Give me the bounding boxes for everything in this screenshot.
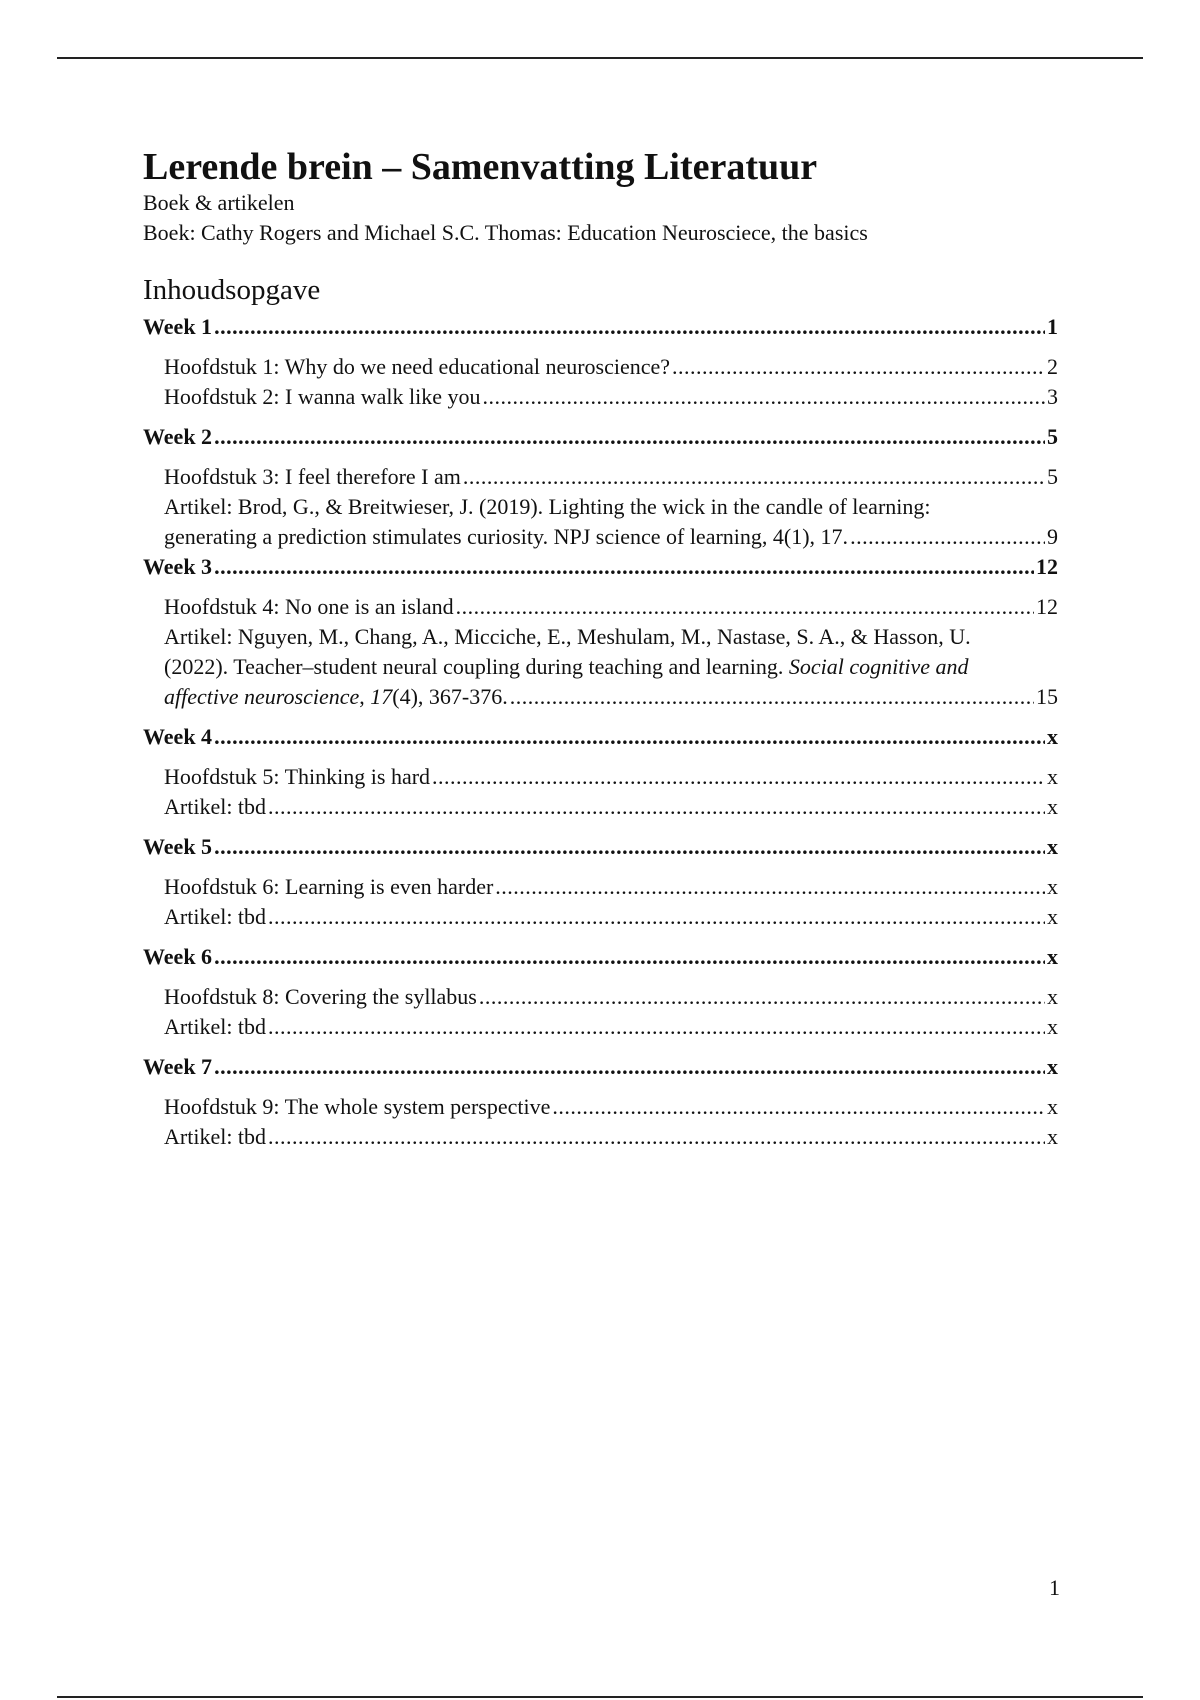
toc-entry-label: Hoofdstuk 9: The whole system perspective — [164, 1094, 551, 1119]
toc-week-7[interactable] — [143, 1052, 1058, 1082]
toc-page-number: 1 — [1047, 314, 1058, 339]
toc-leader — [552, 1092, 1045, 1122]
toc-entry-label: Hoofdstuk 6: Learning is even harder — [164, 874, 494, 899]
toc-leader — [268, 792, 1045, 822]
toc-leader — [268, 902, 1045, 932]
toc-page-number: 12 — [1036, 554, 1058, 579]
toc-entry-label: Artikel: tbd — [164, 1014, 267, 1039]
toc-entry-label: Hoofdstuk 8: Covering the syllabus — [164, 984, 477, 1009]
toc-week-3[interactable] — [143, 552, 1058, 582]
toc-entry-artikel-week-6[interactable] — [143, 1012, 1058, 1042]
toc-entry-hoofdstuk-1[interactable] — [143, 352, 1058, 382]
toc-week-label: Week 1 — [143, 314, 213, 339]
toc-leader — [479, 982, 1045, 1012]
book-reference: Boek: Cathy Rogers and Michael S.C. Thomas: Education Neurosciece, the basics — [143, 220, 868, 245]
toc-leader — [432, 762, 1045, 792]
toc-page-number: x — [1047, 944, 1058, 969]
toc-entry-hoofdstuk-5[interactable] — [143, 762, 1058, 792]
toc-page-number: 2 — [1047, 354, 1058, 379]
toc-week-label: Week 6 — [143, 944, 213, 969]
toc-page-number: 3 — [1047, 384, 1058, 409]
toc-leader — [214, 722, 1045, 752]
toc-page-number: x — [1047, 1094, 1058, 1119]
document-subtitle: Boek & artikelen — [143, 190, 295, 215]
toc-week-6[interactable] — [143, 942, 1058, 972]
page-number: 1 — [1049, 1575, 1060, 1600]
toc-leader — [268, 1012, 1045, 1042]
toc-page-number: 5 — [1047, 464, 1058, 489]
toc-week-label: Week 4 — [143, 724, 213, 749]
toc-page-number: 9 — [1047, 524, 1058, 549]
toc-entry-hoofdstuk-2[interactable] — [143, 382, 1058, 412]
toc-entry-hoofdstuk-6[interactable] — [143, 872, 1058, 902]
document-title: Lerende brein – Samenvatting Literatuur — [143, 146, 818, 188]
toc-leader — [214, 422, 1045, 452]
toc-entry-artikel-week-5[interactable] — [143, 902, 1058, 932]
toc-leader — [510, 682, 1034, 712]
toc-leader — [214, 942, 1045, 972]
footer-rule — [57, 1696, 1143, 1698]
toc-leader — [850, 522, 1045, 552]
toc-entry-text: (4), 367-376. — [392, 684, 508, 709]
toc-week-label: Week 2 — [143, 424, 213, 449]
toc-entry-volume: 17 — [370, 684, 393, 709]
toc-page-number: x — [1047, 1054, 1058, 1079]
toc-entry-label: Artikel: tbd — [164, 794, 267, 819]
toc-week-label: Week 3 — [143, 554, 213, 579]
toc-entry-label: Hoofdstuk 2: I wanna walk like you — [164, 384, 481, 409]
toc-leader — [214, 1052, 1045, 1082]
toc-entry-hoofdstuk-3[interactable] — [143, 462, 1058, 492]
toc-entry-label: Hoofdstuk 3: I feel therefore I am — [164, 464, 461, 489]
toc-page-number: x — [1047, 724, 1058, 749]
toc-entry-journal: Social cognitive and — [788, 654, 969, 679]
toc-leader — [463, 462, 1045, 492]
toc-entry-hoofdstuk-9[interactable] — [143, 1092, 1058, 1122]
toc-week-4[interactable] — [143, 722, 1058, 752]
toc-entry-label: Hoofdstuk 1: Why do we need educational neuroscience? — [164, 354, 671, 379]
toc-page-number: x — [1047, 1124, 1058, 1149]
toc-page-number: x — [1047, 904, 1058, 929]
toc-entry-line: Artikel: Brod, G., & Breitwieser, J. (2019). Lighting the wick in the candle of learning: — [164, 494, 931, 519]
toc-leader — [672, 352, 1045, 382]
toc-week-1[interactable] — [143, 312, 1058, 342]
toc-week-label: Week 7 — [143, 1054, 213, 1079]
toc-entry-hoofdstuk-8[interactable] — [143, 982, 1058, 1012]
toc-entry-label: Artikel: tbd — [164, 904, 267, 929]
toc-page-number: 12 — [1036, 594, 1058, 619]
toc-page-number: x — [1047, 834, 1058, 859]
toc-entry-text: , — [359, 684, 371, 709]
toc-entry-journal: affective neuroscience — [164, 684, 360, 709]
toc-page-number: 5 — [1047, 424, 1058, 449]
toc-page-number: x — [1047, 794, 1058, 819]
toc-page-number: x — [1047, 764, 1058, 789]
toc-entry-label: Artikel: tbd — [164, 1124, 267, 1149]
toc-leader — [483, 382, 1046, 412]
toc-entry-label: Hoofdstuk 4: No one is an island — [164, 594, 454, 619]
toc-leader — [456, 592, 1034, 622]
toc-entry-line: Artikel: Nguyen, M., Chang, A., Micciche, E., Meshulam, M., Nastase, S. A., & Hasson, U. — [164, 624, 971, 649]
header-rule — [57, 57, 1143, 59]
toc-entry-artikel-week-7[interactable] — [143, 1122, 1058, 1152]
toc-leader — [268, 1122, 1045, 1152]
table-of-contents — [143, 312, 1058, 1152]
toc-entry-label: Hoofdstuk 5: Thinking is hard — [164, 764, 431, 789]
toc-leader — [495, 872, 1045, 902]
toc-week-2[interactable] — [143, 422, 1058, 452]
toc-week-5[interactable] — [143, 832, 1058, 862]
toc-entry-hoofdstuk-4[interactable] — [143, 592, 1058, 622]
toc-page-number: x — [1047, 1014, 1058, 1039]
toc-leader — [214, 312, 1045, 342]
toc-entry-text: (2022). Teacher–student neural coupling during teaching and learning. — [164, 654, 789, 679]
toc-entry-artikel-brod[interactable] — [143, 492, 1058, 552]
toc-heading: Inhoudsopgave — [143, 274, 321, 306]
toc-entry-line — [164, 682, 508, 712]
toc-page-number: 15 — [1036, 684, 1058, 709]
toc-week-label: Week 5 — [143, 834, 213, 859]
toc-entry-line: generating a prediction stimulates curiosity. NPJ science of learning, 4(1), 17. — [164, 524, 849, 549]
document-body — [143, 146, 1058, 1152]
toc-page-number: x — [1047, 984, 1058, 1009]
toc-entry-artikel-week-4[interactable] — [143, 792, 1058, 822]
toc-leader — [214, 832, 1045, 862]
toc-page-number: x — [1047, 874, 1058, 899]
toc-leader — [214, 552, 1034, 582]
toc-entry-artikel-nguyen[interactable] — [143, 622, 1058, 712]
